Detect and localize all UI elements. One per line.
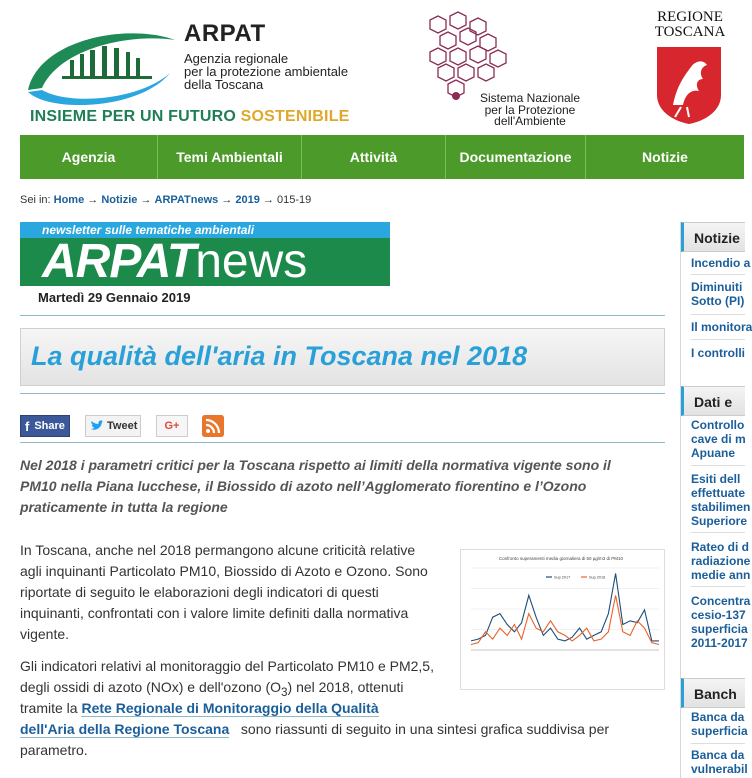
tweet-label: Tweet — [107, 420, 138, 432]
article-paragraph — [20, 656, 660, 761]
sidebar — [680, 222, 752, 778]
sidebar-separator — [691, 274, 745, 275]
sidebar-item-text: Controllo — [691, 418, 745, 432]
paragraph-text: tramite la — [20, 700, 78, 716]
sidebar-heading-notizie: Notizie — [681, 222, 745, 252]
arpat-logo-icon[interactable] — [20, 18, 180, 113]
sidebar-data-item[interactable] — [691, 472, 751, 528]
breadcrumb-arpatnews[interactable]: ARPATnews — [154, 194, 219, 206]
sidebar-item-text: vulnerabil — [691, 762, 748, 776]
breadcrumb-notizie[interactable]: Notizie — [101, 194, 138, 206]
breadcrumb-sep: → — [140, 194, 152, 206]
rss-icon[interactable] — [202, 415, 224, 437]
tagline-accent: SOSTENIBILE — [240, 108, 350, 125]
facebook-share-button[interactable] — [20, 415, 70, 437]
tagline — [30, 108, 350, 126]
chart-title: Confronto superamenti media giornaliera di 50 µg/m3 di PM10 — [498, 556, 624, 561]
sidebar-item-text: Superiore — [691, 514, 748, 528]
google-plus-button[interactable]: G+ — [156, 415, 188, 437]
org-sub-line: per la protezione ambientale — [184, 64, 349, 79]
sidebar-separator — [691, 314, 745, 315]
breadcrumb-sep: → — [87, 194, 99, 206]
sidebar-item-text: effettuate — [691, 486, 746, 500]
org-name: ARPAT — [184, 20, 266, 47]
sidebar-news-item[interactable] — [691, 280, 745, 308]
sidebar-item-text: superficia — [691, 622, 748, 636]
rete-monitoraggio-link-cont[interactable]: dell'Aria della Regione Toscana — [20, 721, 230, 737]
sidebar-item-text: Apuane — [691, 446, 736, 460]
region-line: REGIONE — [657, 9, 723, 25]
main-nav — [20, 135, 744, 179]
breadcrumb-2019[interactable]: 2019 — [235, 194, 260, 206]
nav-item-temi-ambientali[interactable]: Temi Ambientali — [158, 135, 302, 179]
sidebar-item-text: Banca da — [691, 710, 745, 724]
tweet-button[interactable] — [85, 415, 141, 437]
sidebar-heading-banche: Banch — [681, 678, 745, 708]
divider — [20, 393, 665, 394]
sidebar-news-item[interactable] — [691, 346, 745, 360]
issue-date: Martedì 29 Gennaio 2019 — [38, 290, 191, 305]
nav-item-attivita[interactable]: Attività — [302, 135, 446, 179]
sidebar-item-text: medie ann — [691, 568, 751, 582]
paragraph-line — [20, 677, 660, 698]
sidebar-separator — [691, 339, 745, 340]
subscript-3: 3 — [281, 685, 288, 699]
regione-toscana-shield-icon[interactable] — [655, 45, 723, 125]
lead-line: Nel 2018 i parametri critici per la Toscana rispetto ai limiti della normativa vigente sono il — [20, 457, 611, 473]
banner-brand-a: ARPAT — [42, 235, 196, 288]
sidebar-data-item[interactable] — [691, 594, 751, 650]
snpa-line: dell'Ambiente — [494, 114, 566, 128]
breadcrumb-home[interactable]: Home — [53, 194, 85, 206]
breadcrumb-sep: → — [221, 194, 233, 206]
sidebar-data-item[interactable] — [691, 540, 751, 582]
twitter-icon — [90, 420, 104, 432]
sidebar-news-item[interactable] — [691, 256, 751, 270]
article-lead — [20, 455, 640, 518]
snpa-line: per la Protezione — [484, 102, 576, 117]
sidebar-item-text: superficia — [691, 724, 748, 738]
lead-line: PM10 nella Piana lucchese, il Biossido di azoto nell’Agglomerato fiorentino e l’Ozono — [20, 478, 587, 494]
org-sub-line: Agenzia regionale — [184, 51, 289, 66]
breadcrumb-prefix: Sei in: — [20, 194, 51, 206]
sidebar-item-text: radiazione — [691, 554, 751, 568]
arpatnews-banner[interactable] — [20, 222, 390, 286]
nav-item-agenzia[interactable]: Agenzia — [20, 135, 158, 179]
paragraph-line: riportate di seguito le elaborazioni degli indicatori di questi — [20, 584, 379, 600]
region-name — [650, 10, 730, 40]
sidebar-item-text: cave di m — [691, 432, 746, 446]
sidebar-item-text: Il monitora — [691, 320, 752, 334]
divider — [20, 442, 665, 443]
sidebar-item-text: Esiti dell — [691, 472, 741, 486]
snpa-line: Sistema Nazionale — [479, 91, 581, 105]
banner-brand-b: news — [195, 235, 308, 288]
chart-grid — [471, 568, 659, 650]
article-title: La qualità dell'aria in Toscana nel 2018 — [31, 341, 528, 371]
article-paragraph — [20, 540, 450, 645]
org-subtitle — [184, 52, 384, 91]
breadcrumb — [20, 194, 311, 206]
nav-item-notizie[interactable]: Notizie — [642, 149, 688, 165]
paragraph-line: vigente. — [20, 626, 70, 642]
chart-series-line — [471, 574, 659, 641]
sidebar-separator — [691, 743, 745, 744]
sidebar-heading-dati: Dati e — [681, 386, 745, 416]
site-header — [0, 0, 744, 135]
paragraph-line: parametro. — [20, 742, 88, 758]
paragraph-line: inquinanti, confrontati con i valore limite definiti dalla normativa — [20, 605, 409, 621]
chart-legend-label: Sup 2017 — [554, 575, 571, 580]
sidebar-item-text: stabilimen — [691, 500, 751, 514]
sidebar-separator — [691, 465, 745, 466]
sidebar-db-item[interactable] — [691, 748, 748, 776]
paragraph-line: Gli indicatori relativi al monitoraggio del Particolato PM10 e PM2,5, — [20, 658, 434, 674]
sidebar-item-text: I controlli — [691, 346, 745, 360]
banner-subtitle: newsletter sulle tematiche ambientali — [20, 222, 390, 238]
paragraph-line — [20, 719, 660, 740]
chart-legend — [546, 576, 605, 580]
banner-brand — [42, 235, 308, 288]
paragraph-line — [20, 698, 660, 719]
sidebar-item-text: 2011-2017 — [691, 636, 748, 650]
sidebar-item-text: Rateo di d — [691, 540, 750, 554]
rete-monitoraggio-link[interactable]: Rete Regionale di Monitoraggio della Qualità — [81, 700, 379, 716]
paragraph-text: ) nel 2018, ottenuti — [287, 679, 404, 695]
chart-legend-label: Sup 2018 — [589, 575, 606, 580]
article-title-box — [20, 328, 665, 386]
chart-series-line — [471, 595, 659, 644]
paragraph-text: sono riassunti di seguito in una sintesi grafica suddivisa per — [240, 721, 610, 737]
sidebar-item-text: Concentra — [691, 594, 751, 608]
nav-item-documentazione[interactable]: Documentazione — [446, 135, 586, 179]
lead-line: praticamente in tutta la regione — [20, 499, 228, 515]
divider — [20, 315, 665, 316]
paragraph-line: In Toscana, anche nel 2018 permangono alcune criticità relative — [20, 542, 416, 558]
sidebar-data-item[interactable] — [691, 418, 745, 460]
facebook-share-label: Share — [34, 420, 65, 432]
sidebar-item-text: Sotto (PI) — [691, 294, 745, 308]
paragraph-line: agli inquinanti Particolato PM10, Biossido di Azoto e Ozono. Sono — [20, 563, 428, 579]
paragraph-text: degli ossidi di azoto (NOx) e dell'ozono (O — [20, 679, 282, 695]
breadcrumb-sep: → — [262, 194, 274, 206]
sidebar-item-text: Incendio a — [691, 256, 751, 270]
snpa-text — [450, 93, 610, 128]
sidebar-item-text: Banca da — [691, 748, 745, 762]
sidebar-separator — [691, 586, 745, 587]
sidebar-db-item[interactable] — [691, 710, 748, 738]
sidebar-item-text: Diminuiti — [691, 280, 743, 294]
breadcrumb-current: 015-19 — [277, 194, 312, 206]
sidebar-item-text: cesio-137 — [691, 608, 746, 622]
region-line: TOSCANA — [654, 24, 726, 40]
tagline-main: INSIEME PER UN FUTURO — [30, 108, 236, 125]
facebook-icon: f — [25, 418, 30, 434]
sidebar-news-item[interactable] — [691, 320, 752, 334]
sidebar-separator — [691, 532, 745, 533]
org-sub-line: della Toscana — [184, 77, 264, 92]
